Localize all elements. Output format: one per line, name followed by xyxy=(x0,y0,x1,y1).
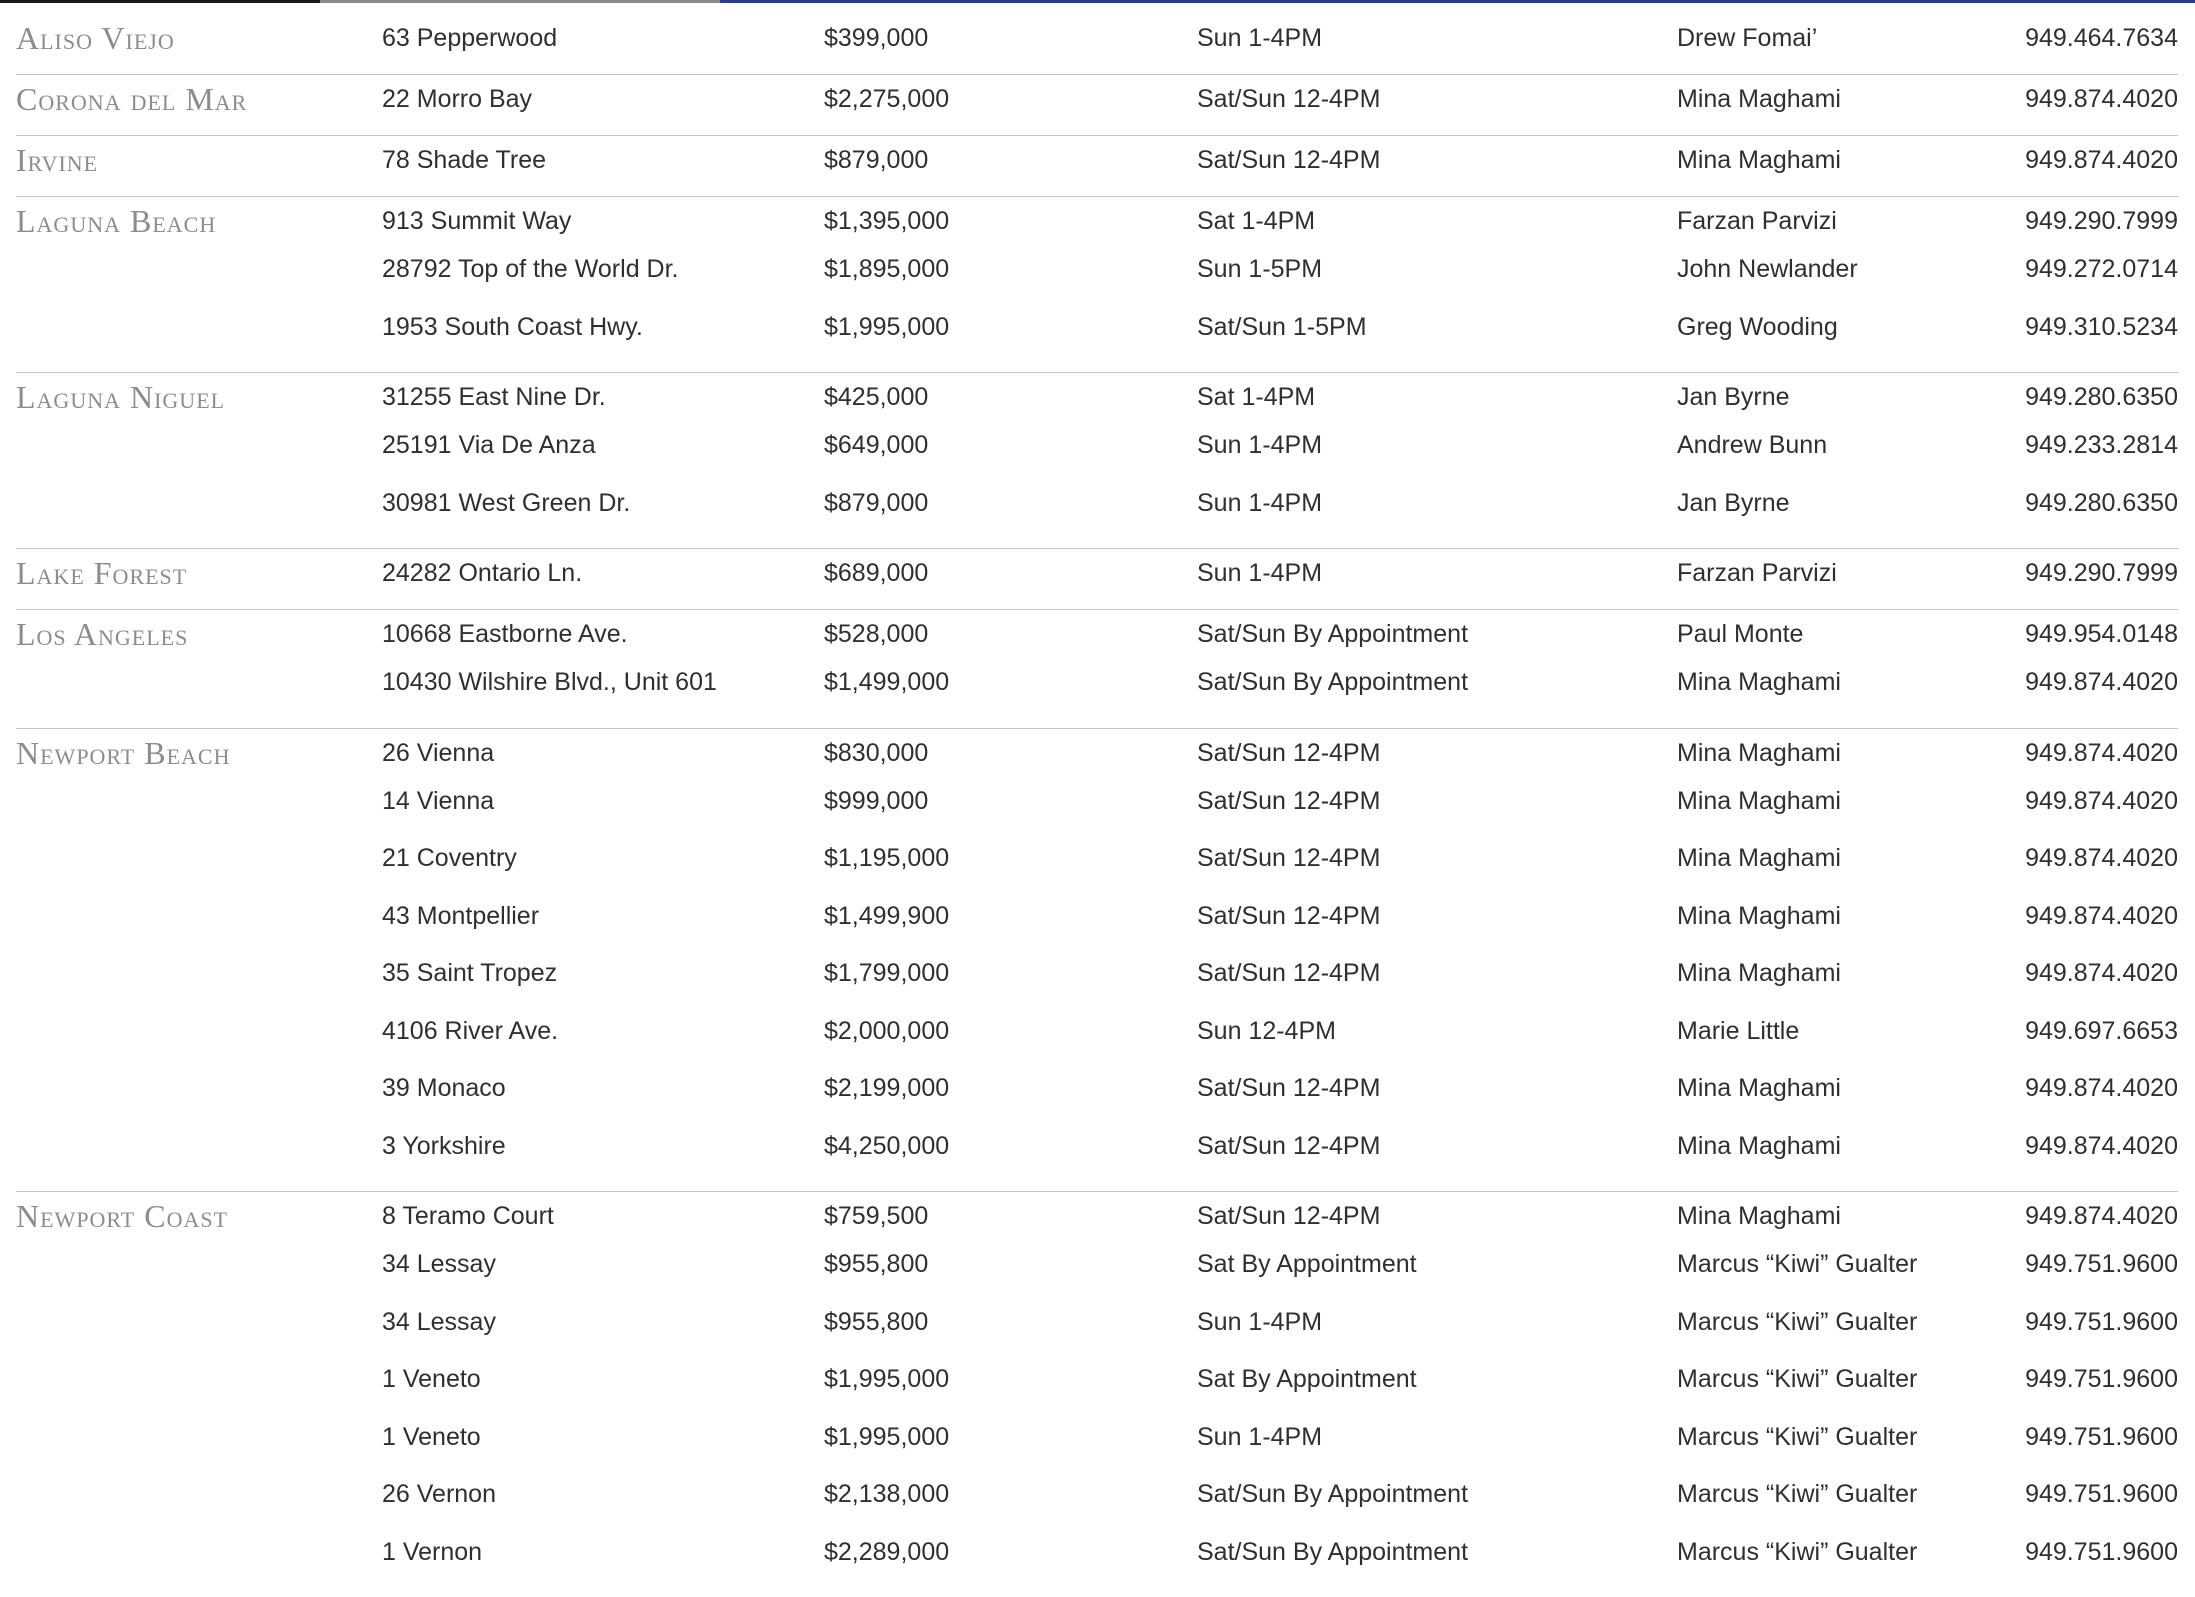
listing-agent: Mina Maghami xyxy=(1677,668,1841,696)
listing-agent: Marcus “Kiwi” Gualter xyxy=(1677,1250,1918,1278)
listing-row xyxy=(16,1068,2178,1126)
listing-phone: 949.874.4020 xyxy=(2025,786,2178,815)
listing-phone: 949.233.2814 xyxy=(2025,431,2178,459)
listing-price: $879,000 xyxy=(824,488,929,517)
listing-row xyxy=(16,249,2178,307)
city-group xyxy=(16,729,2178,1193)
listing-agent: Paul Monte xyxy=(1677,620,1804,648)
listing-agent: Marcus “Kiwi” Gualter xyxy=(1677,1307,1918,1336)
listing-time: Sat/Sun 12-4PM xyxy=(1197,1074,1381,1102)
listing-price: $830,000 xyxy=(824,738,929,767)
listing-time: Sun 1-4PM xyxy=(1197,488,1323,517)
listing-phone: 949.751.9600 xyxy=(2025,1537,2178,1566)
listing-address: 4106 River Ave. xyxy=(382,1016,559,1045)
listing-time: Sun 12-4PM xyxy=(1197,1016,1336,1045)
listing-row xyxy=(16,79,2178,127)
listing-price: $1,995,000 xyxy=(824,1422,950,1451)
listing-time: Sat/Sun By Appointment xyxy=(1197,668,1469,696)
listing-time: Sun 1-4PM xyxy=(1197,1422,1323,1451)
listing-agent: Marie Little xyxy=(1677,1016,1800,1045)
listing-address: 1 Veneto xyxy=(382,1422,481,1451)
listing-price: $1,995,000 xyxy=(824,1365,950,1393)
listing-address: 34 Lessay xyxy=(382,1250,496,1278)
listing-address: 21 Coventry xyxy=(382,844,517,872)
listing-phone: 949.751.9600 xyxy=(2025,1422,2178,1451)
listing-row xyxy=(16,1359,2178,1417)
listing-agent: Marcus “Kiwi” Gualter xyxy=(1677,1422,1918,1451)
listing-price: $759,500 xyxy=(824,1202,929,1230)
listing-phone: 949.751.9600 xyxy=(2025,1365,2178,1393)
listing-row xyxy=(16,1196,2178,1244)
header-accent-bar xyxy=(720,0,2195,3)
listing-agent: Mina Maghami xyxy=(1677,1074,1841,1102)
listing-agent: Farzan Parvizi xyxy=(1677,559,1837,587)
city-group xyxy=(16,373,2178,549)
listing-address: 22 Morro Bay xyxy=(382,85,533,113)
city-group xyxy=(16,610,2178,729)
city-group xyxy=(16,1192,2178,1597)
listing-address: 3 Yorkshire xyxy=(382,1131,506,1160)
listing-time: Sun 1-4PM xyxy=(1197,24,1323,52)
listing-time: Sat/Sun 12-4PM xyxy=(1197,146,1381,174)
listing-agent: Jan Byrne xyxy=(1677,488,1790,517)
city-name: Newport Coast xyxy=(16,1198,229,1234)
listing-row xyxy=(16,953,2178,1011)
listing-price: $999,000 xyxy=(824,786,929,815)
listing-price: $879,000 xyxy=(824,146,929,174)
listing-row xyxy=(16,781,2178,839)
city-name: Newport Beach xyxy=(16,734,231,771)
listing-time: Sat/Sun 12-4PM xyxy=(1197,1202,1381,1230)
listing-price: $1,995,000 xyxy=(824,312,950,341)
listing-time: Sat/Sun 12-4PM xyxy=(1197,1131,1381,1160)
listing-phone: 949.874.4020 xyxy=(2025,85,2178,113)
listing-address: 43 Montpellier xyxy=(382,901,540,930)
header-image-segment xyxy=(320,0,720,3)
listing-phone: 949.874.4020 xyxy=(2025,738,2178,767)
listing-address: 1953 South Coast Hwy. xyxy=(382,312,643,341)
listing-address: 14 Vienna xyxy=(382,786,495,815)
listing-row xyxy=(16,733,2178,781)
listing-price: $2,289,000 xyxy=(824,1537,950,1566)
listing-address: 26 Vernon xyxy=(382,1480,496,1508)
listing-price: $528,000 xyxy=(824,620,929,648)
listing-phone: 949.874.4020 xyxy=(2025,959,2178,987)
listing-address: 10668 Eastborne Ave. xyxy=(382,620,628,648)
listing-time: Sat/Sun By Appointment xyxy=(1197,1480,1469,1508)
listing-time: Sun 1-5PM xyxy=(1197,255,1323,283)
listing-address: 10430 Wilshire Blvd., Unit 601 xyxy=(382,668,717,696)
listing-address: 25191 Via De Anza xyxy=(382,431,596,459)
listing-address: 26 Vienna xyxy=(382,738,495,767)
city-group xyxy=(16,549,2178,610)
listing-address: 913 Summit Way xyxy=(382,207,572,235)
listing-agent: Marcus “Kiwi” Gualter xyxy=(1677,1365,1918,1393)
listing-time: Sat/Sun 12-4PM xyxy=(1197,786,1381,815)
listing-phone: 949.751.9600 xyxy=(2025,1250,2178,1278)
listing-time: Sat By Appointment xyxy=(1197,1250,1417,1278)
listing-agent: Marcus “Kiwi” Gualter xyxy=(1677,1480,1918,1508)
listing-address: 24282 Ontario Ln. xyxy=(382,559,583,587)
listing-price: $649,000 xyxy=(824,431,929,459)
listing-agent: John Newlander xyxy=(1677,255,1858,283)
listing-phone: 949.290.7999 xyxy=(2025,559,2178,587)
listing-phone: 949.874.4020 xyxy=(2025,901,2178,930)
listing-agent: Andrew Bunn xyxy=(1677,431,1828,459)
listing-time: Sat/Sun 12-4PM xyxy=(1197,844,1381,872)
listing-agent: Mina Maghami xyxy=(1677,1202,1841,1230)
open-house-listing-table xyxy=(16,14,2178,1597)
listing-row xyxy=(16,307,2178,365)
listing-time: Sat/Sun 12-4PM xyxy=(1197,85,1381,113)
listing-phone: 949.874.4020 xyxy=(2025,668,2178,696)
listing-price: $2,275,000 xyxy=(824,85,950,113)
listing-price: $1,799,000 xyxy=(824,959,950,987)
listing-price: $2,138,000 xyxy=(824,1480,950,1508)
listing-row xyxy=(16,1244,2178,1302)
city-group xyxy=(16,14,2178,75)
listing-row xyxy=(16,1126,2178,1184)
listing-price: $399,000 xyxy=(824,24,929,52)
listing-row xyxy=(16,1302,2178,1360)
listing-price: $1,499,900 xyxy=(824,901,950,930)
listing-phone: 949.464.7634 xyxy=(2025,24,2178,52)
listing-address: 28792 Top of the World Dr. xyxy=(382,255,679,283)
listing-agent: Mina Maghami xyxy=(1677,738,1841,767)
listing-phone: 949.874.4020 xyxy=(2025,1131,2178,1160)
listing-row xyxy=(16,377,2178,425)
listing-address: 39 Monaco xyxy=(382,1074,506,1102)
listing-price: $425,000 xyxy=(824,383,929,411)
listing-row xyxy=(16,18,2178,66)
listing-phone: 949.272.0714 xyxy=(2025,255,2178,283)
listing-agent: Mina Maghami xyxy=(1677,1131,1841,1160)
listing-address: 1 Veneto xyxy=(382,1365,481,1393)
listing-price: $955,800 xyxy=(824,1307,929,1336)
listing-agent: Mina Maghami xyxy=(1677,844,1841,872)
listing-address: 8 Teramo Court xyxy=(382,1202,554,1230)
listing-agent: Mina Maghami xyxy=(1677,85,1841,113)
listing-address: 34 Lessay xyxy=(382,1307,496,1336)
listing-address: 31255 East Nine Dr. xyxy=(382,383,606,411)
listing-address: 63 Pepperwood xyxy=(382,24,558,52)
listing-agent: Mina Maghami xyxy=(1677,146,1841,174)
listing-agent: Marcus “Kiwi” Gualter xyxy=(1677,1537,1918,1566)
listing-agent: Jan Byrne xyxy=(1677,383,1790,411)
listing-time: Sat/Sun 12-4PM xyxy=(1197,738,1381,767)
listing-row xyxy=(16,1474,2178,1532)
listing-row xyxy=(16,662,2178,720)
city-group xyxy=(16,136,2178,197)
listing-row xyxy=(16,201,2178,249)
listing-phone: 949.310.5234 xyxy=(2025,312,2178,341)
listing-price: $1,395,000 xyxy=(824,207,950,235)
listing-phone: 949.751.9600 xyxy=(2025,1307,2178,1336)
listing-agent: Drew Fomai’ xyxy=(1677,24,1818,52)
listing-time: Sun 1-4PM xyxy=(1197,431,1323,459)
listing-phone: 949.280.6350 xyxy=(2025,488,2178,517)
listing-row xyxy=(16,483,2178,541)
listing-address: 1 Vernon xyxy=(382,1537,483,1566)
listing-row xyxy=(16,140,2178,188)
city-name: Lake Forest xyxy=(16,555,188,591)
listing-agent: Mina Maghami xyxy=(1677,959,1841,987)
listing-row xyxy=(16,553,2178,601)
listing-agent: Mina Maghami xyxy=(1677,901,1841,930)
listing-row xyxy=(16,838,2178,896)
listing-row xyxy=(16,896,2178,954)
listing-row xyxy=(16,614,2178,662)
listing-address: 35 Saint Tropez xyxy=(382,959,558,987)
listing-row xyxy=(16,1417,2178,1475)
listing-price: $955,800 xyxy=(824,1250,929,1278)
listing-time: Sat 1-4PM xyxy=(1197,207,1316,235)
listing-row xyxy=(16,425,2178,483)
listing-time: Sat/Sun By Appointment xyxy=(1197,620,1469,648)
listing-agent: Mina Maghami xyxy=(1677,786,1841,815)
listing-phone: 949.280.6350 xyxy=(2025,383,2178,411)
listing-phone: 949.290.7999 xyxy=(2025,207,2178,235)
city-name: Laguna Niguel xyxy=(16,379,226,415)
listing-price: $1,195,000 xyxy=(824,844,950,872)
listing-time: Sat/Sun 1-5PM xyxy=(1197,312,1367,341)
city-name: Los Angeles xyxy=(16,616,189,652)
listing-agent: Greg Wooding xyxy=(1677,312,1838,341)
city-name: Irvine xyxy=(16,142,99,178)
listing-time: Sat/Sun 12-4PM xyxy=(1197,959,1381,987)
listing-agent: Farzan Parvizi xyxy=(1677,207,1837,235)
listing-row xyxy=(16,1532,2178,1590)
listing-price: $1,499,000 xyxy=(824,668,950,696)
listing-phone: 949.751.9600 xyxy=(2025,1480,2178,1508)
listing-phone: 949.874.4020 xyxy=(2025,1074,2178,1102)
header-image-strip xyxy=(0,0,2195,3)
listing-phone: 949.697.6653 xyxy=(2025,1016,2178,1045)
listing-price: $1,895,000 xyxy=(824,255,950,283)
city-group xyxy=(16,75,2178,136)
listing-time: Sat/Sun 12-4PM xyxy=(1197,901,1381,930)
listing-time: Sat/Sun By Appointment xyxy=(1197,1537,1469,1566)
city-name: Aliso Viejo xyxy=(16,20,175,56)
listing-phone: 949.874.4020 xyxy=(2025,146,2178,174)
listing-address: 30981 West Green Dr. xyxy=(382,488,631,517)
listing-time: Sat By Appointment xyxy=(1197,1365,1417,1393)
listing-price: $2,000,000 xyxy=(824,1016,950,1045)
listing-row xyxy=(16,1011,2178,1069)
listing-phone: 949.874.4020 xyxy=(2025,844,2178,872)
listing-price: $4,250,000 xyxy=(824,1131,950,1160)
city-name: Laguna Beach xyxy=(16,203,217,239)
city-group xyxy=(16,197,2178,373)
listing-time: Sun 1-4PM xyxy=(1197,559,1323,587)
listing-phone: 949.874.4020 xyxy=(2025,1202,2178,1230)
city-name: Corona del Mar xyxy=(16,81,248,117)
listing-time: Sat 1-4PM xyxy=(1197,383,1316,411)
header-image-segment xyxy=(0,0,320,3)
listing-price: $2,199,000 xyxy=(824,1074,950,1102)
listing-price: $689,000 xyxy=(824,559,929,587)
listing-address: 78 Shade Tree xyxy=(382,146,547,174)
listing-phone: 949.954.0148 xyxy=(2025,620,2178,648)
listing-time: Sun 1-4PM xyxy=(1197,1307,1323,1336)
